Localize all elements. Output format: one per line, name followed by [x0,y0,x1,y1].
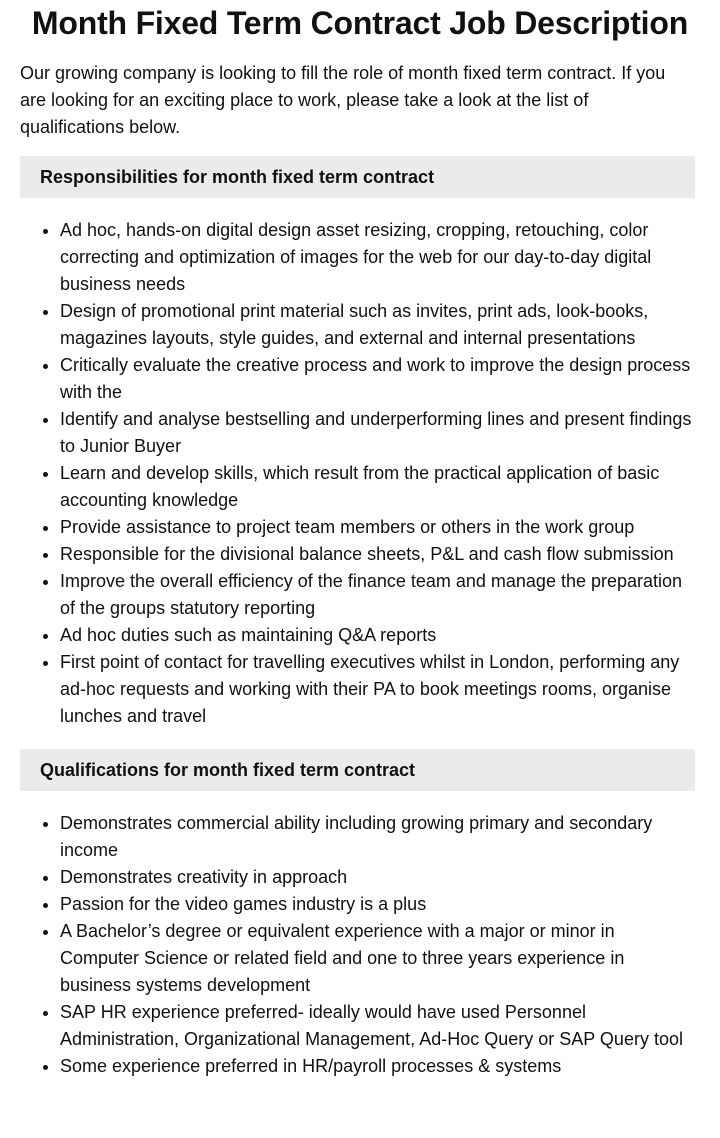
list-item: • Demonstrates commercial ability including growing primary and secondary income [60,810,695,864]
list-item: • Improve the overall efficiency of the finance team and manage the preparation of the groups statutory reporting [60,568,695,622]
responsibilities-list [20,217,695,730]
list-item: • Passion for the video games industry is a plus [60,891,695,918]
page-title: Month Fixed Term Contract Job Description [31,5,689,41]
list-item: • Critically evaluate the creative process and work to improve the design process with the [60,352,695,406]
list-item: • SAP HR experience preferred- ideally would have used Personnel Administration, Organizational Management, Ad-Hoc Query or SAP Query tool [60,999,695,1053]
list-item: • Provide assistance to project team members or others in the work group [60,514,695,541]
list-item: • Responsible for the divisional balance sheets, P&L and cash flow submission [60,541,695,568]
responsibilities-heading: Responsibilities for month fixed term contract [20,156,695,198]
list-item: • Design of promotional print material such as invites, print ads, look-books, magazines layouts, style guides, and external and internal presentations [60,298,695,352]
list-item: • First point of contact for travelling executives whilst in London, performing any ad-hoc requests and working with their PA to book meetings rooms, organise lunches and travel [60,649,695,730]
list-item: • Identify and analyse bestselling and underperforming lines and present findings to Junior Buyer [60,406,695,460]
list-item: • A Bachelor’s degree or equivalent experience with a major or minor in Computer Science or related field and one to three years experience in business systems development [60,918,695,999]
list-item: • Learn and develop skills, which result from the practical application of basic accounting knowledge [60,460,695,514]
qualifications-heading: Qualifications for month fixed term contract [20,749,695,791]
list-item: • Ad hoc, hands-on digital design asset resizing, cropping, retouching, color correcting and optimization of images for the web for our day-to-day digital business needs [60,217,695,298]
list-item: • Some experience preferred in HR/payroll processes & systems [60,1053,695,1080]
intro-paragraph: Our growing company is looking to fill the role of month fixed term contract. If you are looking for an exciting place to work, please take a look at the list of qualifications below. [20,63,666,137]
list-item: • Demonstrates creativity in approach [60,864,695,891]
list-item: • Ad hoc duties such as maintaining Q&A reports [60,622,695,649]
qualifications-list [20,810,695,1080]
